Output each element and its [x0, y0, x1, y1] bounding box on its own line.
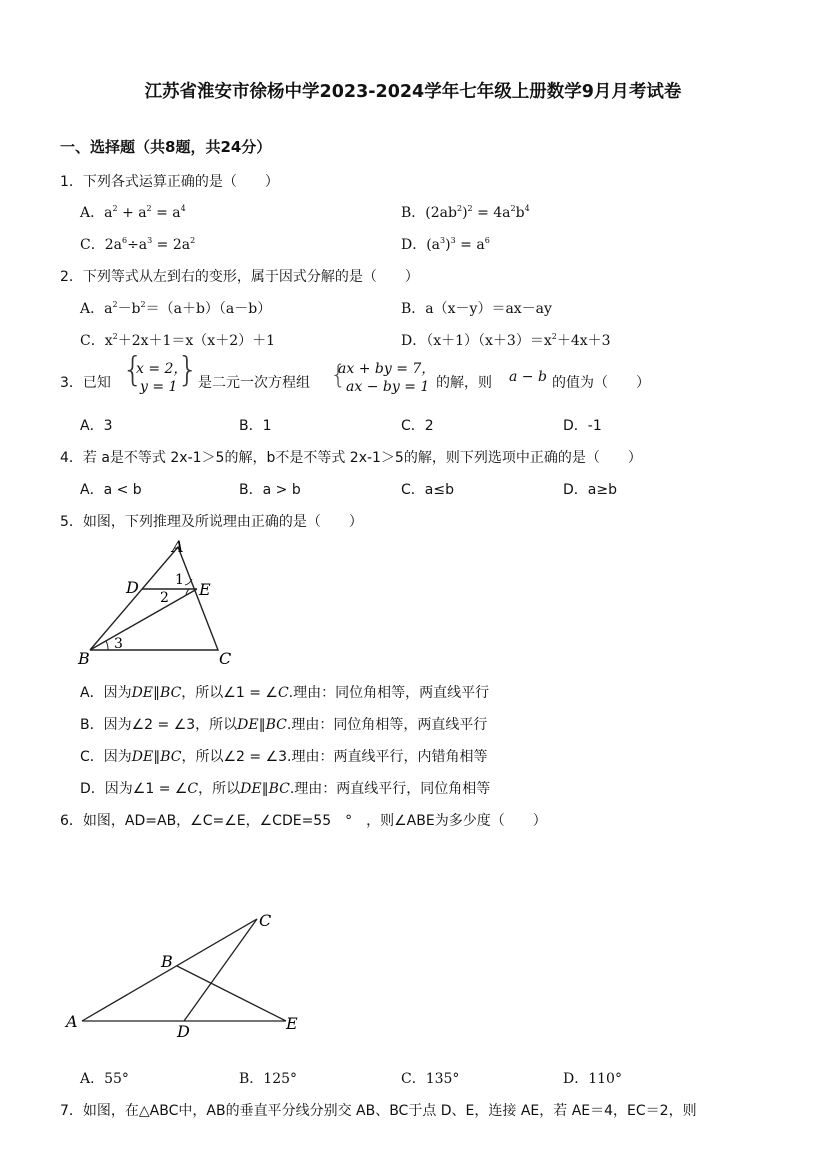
- label-b: B: [78, 649, 90, 668]
- q1-option-b[interactable]: B．$(2ab^2)^2 = 4a^2b^4$: [401, 204, 530, 221]
- q6-figure: [60, 905, 310, 1045]
- q6-option-c[interactable]: C．135°: [401, 1071, 460, 1087]
- angle-3-arc: [106, 641, 108, 650]
- question-6-stem: 6．如图，AD=AB，∠C=∠E，∠CDE=55 ° ，则∠ABE为多少度（ ）: [60, 813, 547, 829]
- sys2-line2: ax − by = 1: [346, 379, 430, 395]
- exam-title: 江苏省淮安市徐杨中学2023-2024学年七年级上册数学9月月考试卷: [144, 82, 682, 102]
- segment-be: [90, 589, 197, 650]
- q2-option-a[interactable]: A．$a^2-b^2=(a+b)(a-b)$: [80, 300, 272, 317]
- left-brace-icon: {: [330, 360, 347, 390]
- q3-text-3: 的值为（ ）: [552, 375, 650, 391]
- q2-option-b[interactable]: B．a（x－y）＝ax－ay: [401, 301, 552, 317]
- q3-system-2: [330, 358, 436, 400]
- segment-dc: [184, 919, 257, 1021]
- q5-triangle-figure: [70, 533, 250, 669]
- q4-option-b[interactable]: B．a > b: [239, 482, 301, 498]
- q2-option-d[interactable]: D．$(x+1)(x+3)=x^2+4x+3$: [401, 332, 611, 349]
- question-7-stem: 7．如图，在△ABC中，AB的垂直平分线分别交 AB、BC于点 D、E，连接 AE，若 AE＝4，EC＝2，则: [60, 1103, 697, 1119]
- label-e: E: [286, 1014, 298, 1033]
- q6-option-a[interactable]: A．55°: [80, 1071, 129, 1087]
- q1-option-d[interactable]: D．$(a^3)^3 = a^6$: [401, 236, 490, 253]
- label-b: B: [161, 952, 173, 971]
- right-brace-icon: }: [177, 350, 199, 390]
- q5-option-b[interactable]: B．因为∠2 = ∠3，所以DE∥BC.理由：同位角相等，两直线平行: [80, 717, 488, 733]
- q3-middle-text: 是二元一次方程组: [198, 375, 310, 391]
- section-heading: 一、选择题（共8题，共24分）: [60, 138, 272, 156]
- label-c: C: [259, 911, 272, 930]
- q4-option-d[interactable]: D．a≥b: [563, 482, 617, 498]
- q5-option-a[interactable]: A．因为DE∥BC，所以∠1 = ∠C.理由：同位角相等，两直线平行: [80, 685, 490, 701]
- sys1-line2: y = 1: [140, 379, 178, 395]
- question-5-stem: 5．如图，下列推理及所说理由正确的是（ ）: [60, 514, 363, 530]
- sys1-line1: x = 2，: [136, 361, 188, 377]
- question-2-stem: 2．下列等式从左到右的变形，属于因式分解的是（ ）: [60, 269, 419, 285]
- q3-option-d[interactable]: D．-1: [563, 418, 602, 434]
- label-d: D: [126, 578, 139, 597]
- q3-option-c[interactable]: C．2: [401, 418, 434, 434]
- left-brace-icon: {: [122, 350, 144, 390]
- question-4-stem: 4．若 a是不等式 2x-1＞5的解，b不是不等式 2x-1＞5的解，则下列选项中正确的是（ ）: [60, 450, 642, 466]
- q5-option-c[interactable]: C．因为DE∥BC，所以∠2 = ∠3.理由：两直线平行，内错角相等: [80, 749, 488, 765]
- label-angle-3: 3: [114, 636, 123, 652]
- q3-prefix: 3．已知: [60, 375, 111, 391]
- q1-option-c[interactable]: C．$2a^6\div a^3 = 2a^2$: [80, 236, 196, 253]
- q3-option-a[interactable]: A．3: [80, 418, 113, 434]
- q4-option-c[interactable]: C．a≤b: [401, 482, 454, 498]
- segment-be: [177, 966, 286, 1021]
- q3-option-b[interactable]: B．1: [239, 418, 272, 434]
- q3-text-2: 的解，则: [436, 375, 492, 391]
- label-d: D: [177, 1022, 190, 1041]
- q3-expression: a − b: [509, 369, 547, 385]
- q5-option-d[interactable]: D．因为∠1 = ∠C，所以DE∥BC.理由：两直线平行，同位角相等: [80, 781, 491, 797]
- label-angle-2: 2: [160, 590, 169, 606]
- label-e: E: [199, 580, 211, 599]
- label-a: A: [66, 1012, 78, 1031]
- q6-option-d[interactable]: D．110°: [563, 1071, 622, 1087]
- sys2-line1: ax + by = 7，: [338, 361, 436, 377]
- q6-option-b[interactable]: B．125°: [239, 1071, 298, 1087]
- q3-system-1: [122, 350, 199, 400]
- question-1-stem: 1．下列各式运算正确的是（ ）: [60, 174, 279, 190]
- q4-option-a[interactable]: A．a < b: [80, 482, 142, 498]
- label-angle-1: 1: [175, 572, 184, 588]
- q2-option-c[interactable]: C．$x^2+2x+1=x(x+2)+1$: [80, 332, 276, 349]
- label-c: C: [219, 649, 232, 668]
- q1-option-a[interactable]: A．$a^2 + a^2 = a^4$: [80, 204, 186, 221]
- label-a: A: [172, 537, 184, 556]
